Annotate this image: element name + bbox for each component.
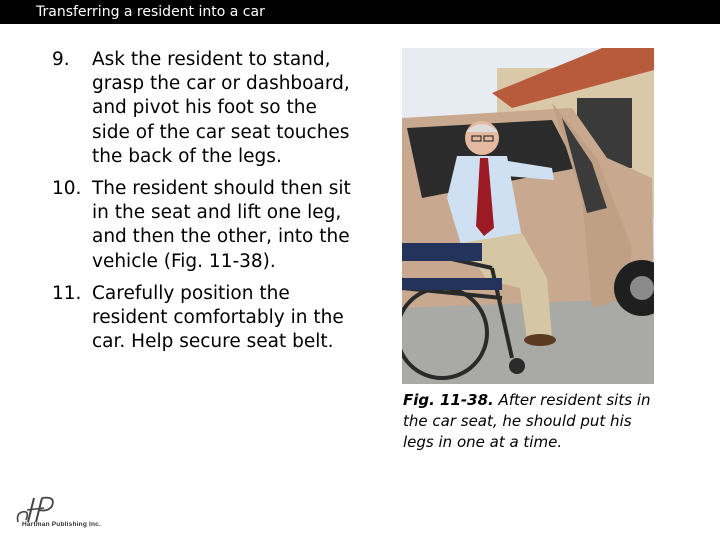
step-text: Carefully position the resident comfortably in the car. Help secure seat belt. (92, 282, 344, 353)
step-number: 11. (52, 282, 82, 304)
hartman-logo-icon (12, 494, 60, 524)
step-9 (52, 48, 352, 169)
figure-label: Fig. 11-38. (403, 391, 494, 409)
step-10 (52, 177, 352, 274)
title-bar (0, 0, 720, 24)
logo-text: Hartman Publishing Inc. (22, 521, 101, 528)
figure-photo (402, 48, 654, 384)
step-11 (52, 282, 352, 355)
step-text: The resident should then sit in the seat and lift one leg, and then the other, into the vehicle (Fig. 11-38). (92, 178, 351, 272)
step-number: 9. (52, 49, 70, 70)
car-transfer-illustration (402, 48, 654, 384)
publisher-logo (8, 494, 112, 534)
figure-caption (403, 390, 663, 453)
figure-caption-text: After resident sits in the car seat, he should put his legs in one at a time. (403, 391, 651, 451)
step-number: 10. (52, 178, 82, 200)
steps-list (52, 48, 352, 362)
step-text: Ask the resident to stand, grasp the car or dashboard, and pivot his foot so the side of the car seat touches the back of the legs. (92, 49, 350, 167)
slide-title: Transferring a resident into a car (36, 4, 265, 20)
